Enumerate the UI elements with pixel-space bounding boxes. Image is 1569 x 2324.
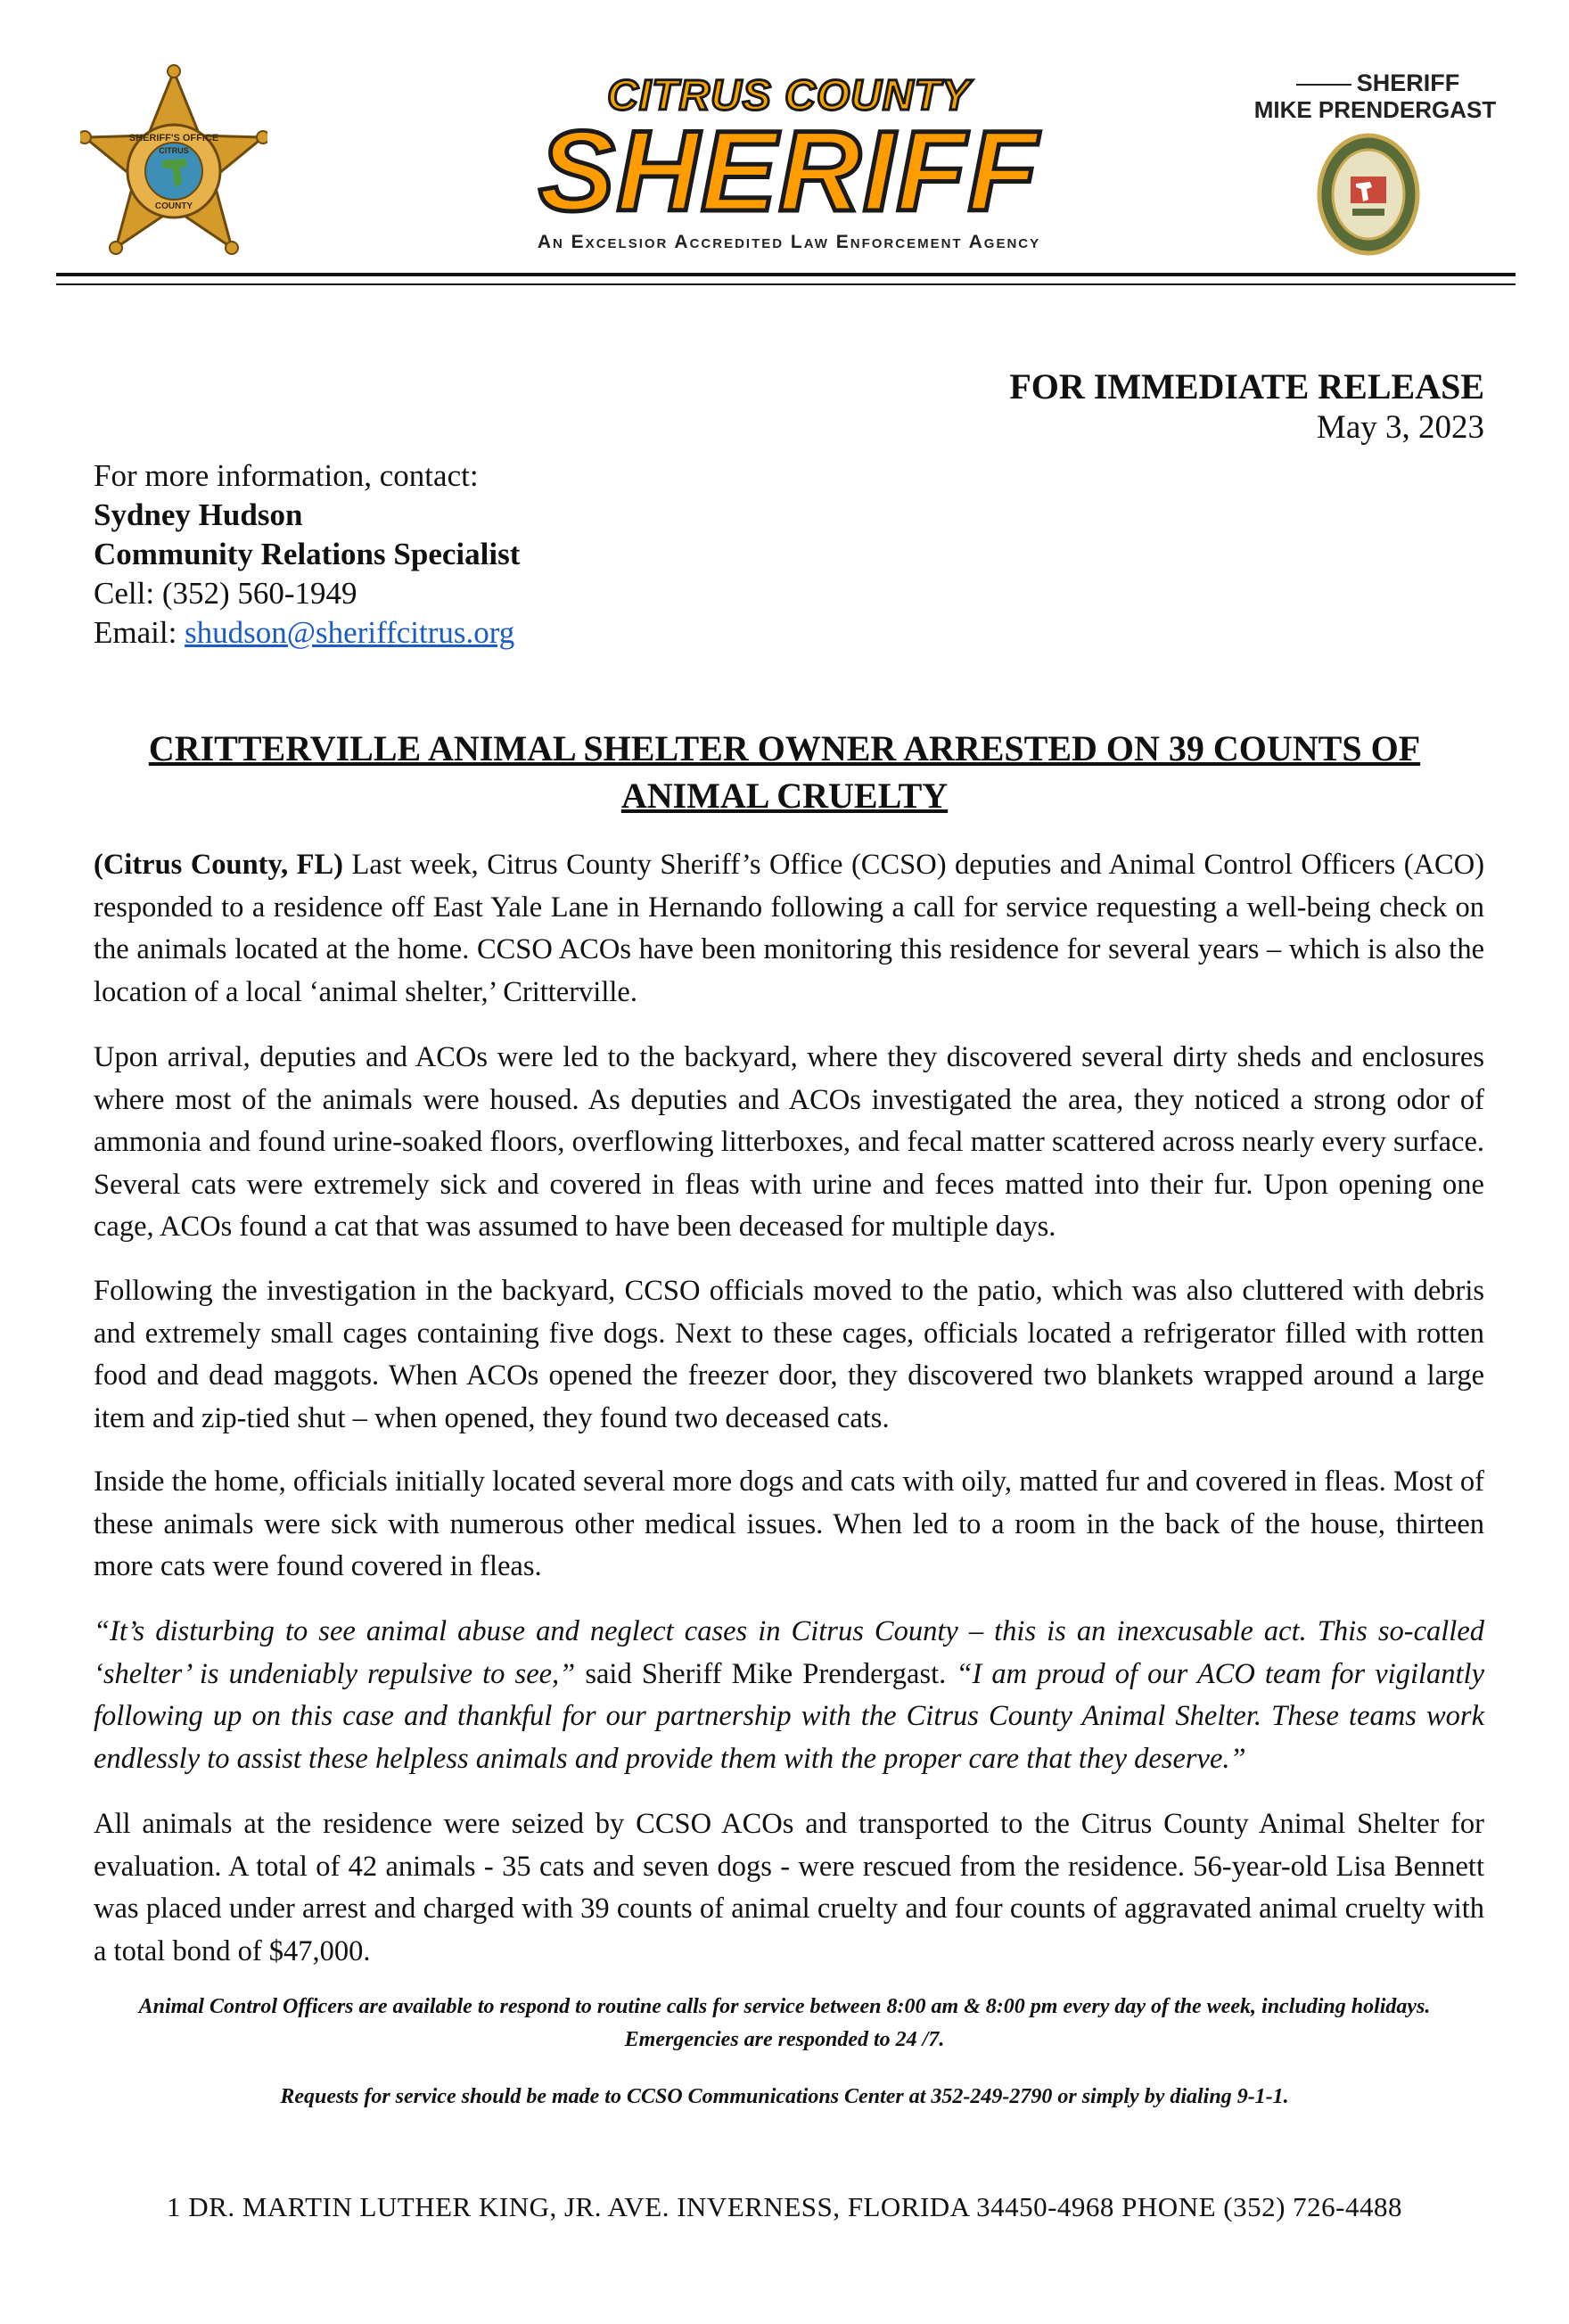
paragraph-6: All animals at the residence were seized by CCSO ACOs and transported to the Citrus County Animal Shelter for evaluation. A total of 42 animals - 35 cats and seven dogs - were rescued from the residence. 56-year-old Lisa Bennett was placed under arrest and charged with 39 counts of animal cruelty and four counts of aggravated animal cruelty with a total bond of $47,000. — [94, 1808, 1484, 1967]
headline-line2: ANIMAL CRUELTY — [620, 776, 949, 816]
header-rule — [56, 273, 1516, 276]
contact-cell — [94, 574, 896, 613]
badge-bottom-text: COUNTY — [154, 201, 193, 211]
logo-citrus-county: CITRUS COUNTY — [607, 72, 971, 119]
paragraph-quote — [94, 1611, 1484, 1780]
cell-label: Cell: — [94, 576, 155, 611]
quote-part-2: “I am proud of our ACO team for vigilantly following up on this case and thankful for our partnership with the Citrus County Animal Shelter. These teams work endlessly to assist these helpless animals and provide them with the proper care that they deserve.” — [94, 1657, 1484, 1775]
email-label: Email: — [94, 615, 177, 650]
headline-line1: CRITTERVILLE ANIMAL SHELTER OWNER ARRESTED ON 39 COUNTS OF — [148, 728, 1421, 768]
paragraph-1 — [94, 844, 1484, 1014]
paragraph-3: Following the investigation in the backyard, CCSO officials moved to the patio, which was also cluttered with debris and extremely small cages containing five dogs. Next to these cages, officials located a refrigerator filled with rotten food and dead maggots. When ACOs opened the freezer door, they discovered two blankets wrapped around a large item and zip-tied shut – when opened, they found two deceased cats. — [94, 1275, 1484, 1434]
dateline: (Citrus County, FL) — [94, 849, 343, 881]
paragraph-4: Inside the home, officials initially located several more dogs and cats with oily, matted fur and covered in fleas. Most of these animals were sick with numerous other medical issues. When led to a room in the back of the house, thirteen more cats were found covered in fleas. — [94, 1466, 1484, 1582]
release-date: May 3, 2023 — [1316, 409, 1484, 446]
badge-ring-text: SHERIFF'S OFFICE — [128, 133, 219, 144]
sheriff-logo — [513, 71, 1065, 267]
service-request-note: Requests for service should be made to CCSO Communications Center at 352-249-2790 or simply by dialing 9-1-1. — [280, 2085, 1289, 2108]
sheriff-title-label — [1235, 70, 1516, 97]
logo-sheriff: SHERIFF — [538, 108, 1039, 235]
paragraph-2: Upon arrival, deputies and ACOs were led to the backyard, where they discovered several dirty sheds and enclosures where most of the animals were housed. As deputies and ACOs investigated the area, they noticed a strong odor of ammonia and found urine-soaked floors, overflowing litterboxes, and fecal matter scattered across nearly every surface. Several cats were extremely sick and covered in fleas with urine and feces matted into their fur. Upon opening one cage, ACOs found a cat that was assumed to have been deceased for multiple days. — [94, 1041, 1484, 1243]
contact-title: Community Relations Specialist — [94, 537, 521, 571]
contact-intro: For more information, contact: — [94, 458, 479, 493]
service-hours-note: Animal Control Officers are available to respond to routine calls for service between 8:00 am & 8:00 pm every day of the week, including holidays. Emergencies are responded to 24 /7. — [138, 1995, 1431, 2051]
sheriff-label-text: SHERIFF — [1356, 70, 1460, 96]
contact-email — [94, 613, 896, 653]
quote-attribution: said Sheriff Mike Prendergast. — [575, 1657, 957, 1690]
headline — [107, 725, 1462, 819]
sheriff-star-badge — [80, 64, 267, 269]
sheriff-name: MIKE PRENDERGAST — [1253, 96, 1497, 123]
cell-number: (352) 560-1949 — [161, 576, 357, 611]
badge-top-text: CITRUS — [159, 146, 189, 155]
contact-block — [94, 456, 896, 653]
quote-part-1: “It’s disturbing to see animal abuse and neglect cases in Citrus County – this is an inexcusable act. This so-called ‘shelter’ is undeniably repulsive to see,” — [94, 1615, 1484, 1690]
email-link[interactable]: shudson@sheriffcitrus.org — [185, 615, 515, 650]
contact-name: Sydney Hudson — [94, 497, 303, 532]
accreditation-seal-icon — [1315, 132, 1422, 257]
logo-tagline: An Excelsior Accredited Law Enforcement Agency — [537, 232, 1041, 252]
footer-address: 1 DR. MARTIN LUTHER KING, JR. AVE. INVERNESS, FLORIDA 34450-4968 PHONE (352) 726-4488 — [167, 2191, 1402, 2222]
release-label: FOR IMMEDIATE RELEASE — [1009, 366, 1484, 406]
header-rule-thin — [56, 283, 1516, 285]
paragraph-1-text: Last week, Citrus County Sheriff’s Office (CCSO) deputies and Animal Control Officers (ACO) responded to a residence off East Yale Lane in Hernando following a call for service requesting a well-being check on the animals located at the home. CCSO ACOs have been monitoring this residence for several years – which is also the location of a local ‘animal shelter,’ Critterville. — [94, 849, 1485, 1008]
